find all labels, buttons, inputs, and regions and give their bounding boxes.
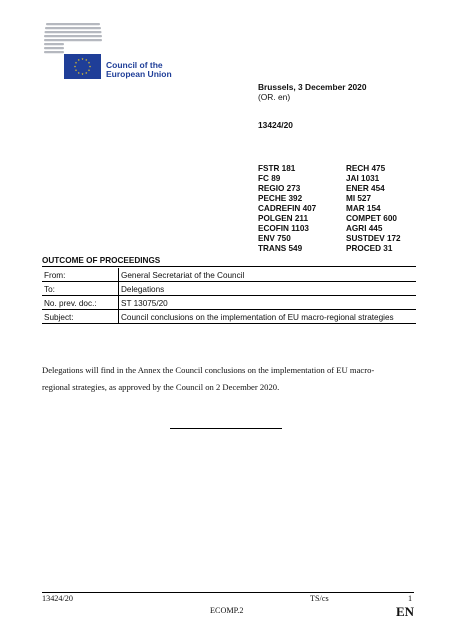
code-item: MI 527 (346, 194, 372, 203)
table-row (42, 268, 416, 282)
council-name-line2: European Union (106, 69, 172, 79)
row-label-subject: Subject: (42, 310, 119, 324)
codes-right-column (346, 164, 401, 254)
code-item: REGIO 273 (258, 184, 301, 193)
eu-flag-icon (64, 54, 101, 79)
footer-divider (42, 592, 414, 593)
outcome-heading: OUTCOME OF PROCEEDINGS (42, 256, 161, 265)
document-date: Brussels, 3 December 2020 (258, 82, 367, 92)
code-item: AGRI 445 (346, 224, 383, 233)
code-item: ECOFIN 1103 (258, 224, 309, 233)
body-line: regional strategies, as approved by the Council on 2 December 2020. (42, 382, 280, 392)
code-item: ENER 454 (346, 184, 385, 193)
code-item: JAI 1031 (346, 174, 380, 183)
body-paragraph (42, 362, 412, 396)
row-label-from: From: (42, 268, 119, 282)
code-item: PECHE 392 (258, 194, 303, 203)
table-row (42, 282, 416, 296)
flag-field (64, 54, 101, 79)
footer-language: EN (396, 604, 415, 619)
council-building-logo (44, 22, 102, 58)
row-label-to: To: (42, 282, 119, 296)
row-value-subject: Council conclusions on the implementation of EU macro-regional strategies (119, 310, 417, 324)
council-name (106, 61, 172, 79)
council-name-line1: Council of the (106, 60, 163, 70)
footer-initials: TS/cs (310, 594, 329, 603)
code-item: MAR 154 (346, 204, 381, 213)
row-label-prev-doc: No. prev. doc.: (42, 296, 119, 310)
codes-left-column (258, 164, 316, 254)
table-row (42, 310, 416, 324)
code-item: FSTR 181 (258, 164, 296, 173)
end-separator (170, 428, 282, 429)
row-value-from: General Secretariat of the Council (119, 268, 417, 282)
code-item: FC 89 (258, 174, 281, 183)
code-item: COMPET 600 (346, 214, 397, 223)
original-language: (OR. en) (258, 92, 291, 102)
row-value-to: Delegations (119, 282, 417, 296)
code-item: POLGEN 211 (258, 214, 309, 223)
row-value-prev-doc: ST 13075/20 (119, 296, 417, 310)
table-row (42, 296, 416, 310)
code-item: CADREFIN 407 (258, 204, 317, 213)
code-item: PROCED 31 (346, 244, 393, 253)
footer-page-number: 1 (408, 594, 413, 603)
code-item: RECH 475 (346, 164, 386, 173)
code-item: ENV 750 (258, 234, 291, 243)
outcome-divider (42, 266, 416, 267)
code-item: TRANS 549 (258, 244, 303, 253)
footer-unit: ECOMP.2 (210, 606, 244, 615)
footer-doc-number: 13424/20 (42, 594, 73, 603)
document-number: 13424/20 (258, 120, 293, 130)
code-item: SUSTDEV 172 (346, 234, 401, 243)
body-line: Delegations will find in the Annex the Council conclusions on the implementation of EU macro- (42, 365, 375, 375)
outcome-table (42, 268, 416, 324)
